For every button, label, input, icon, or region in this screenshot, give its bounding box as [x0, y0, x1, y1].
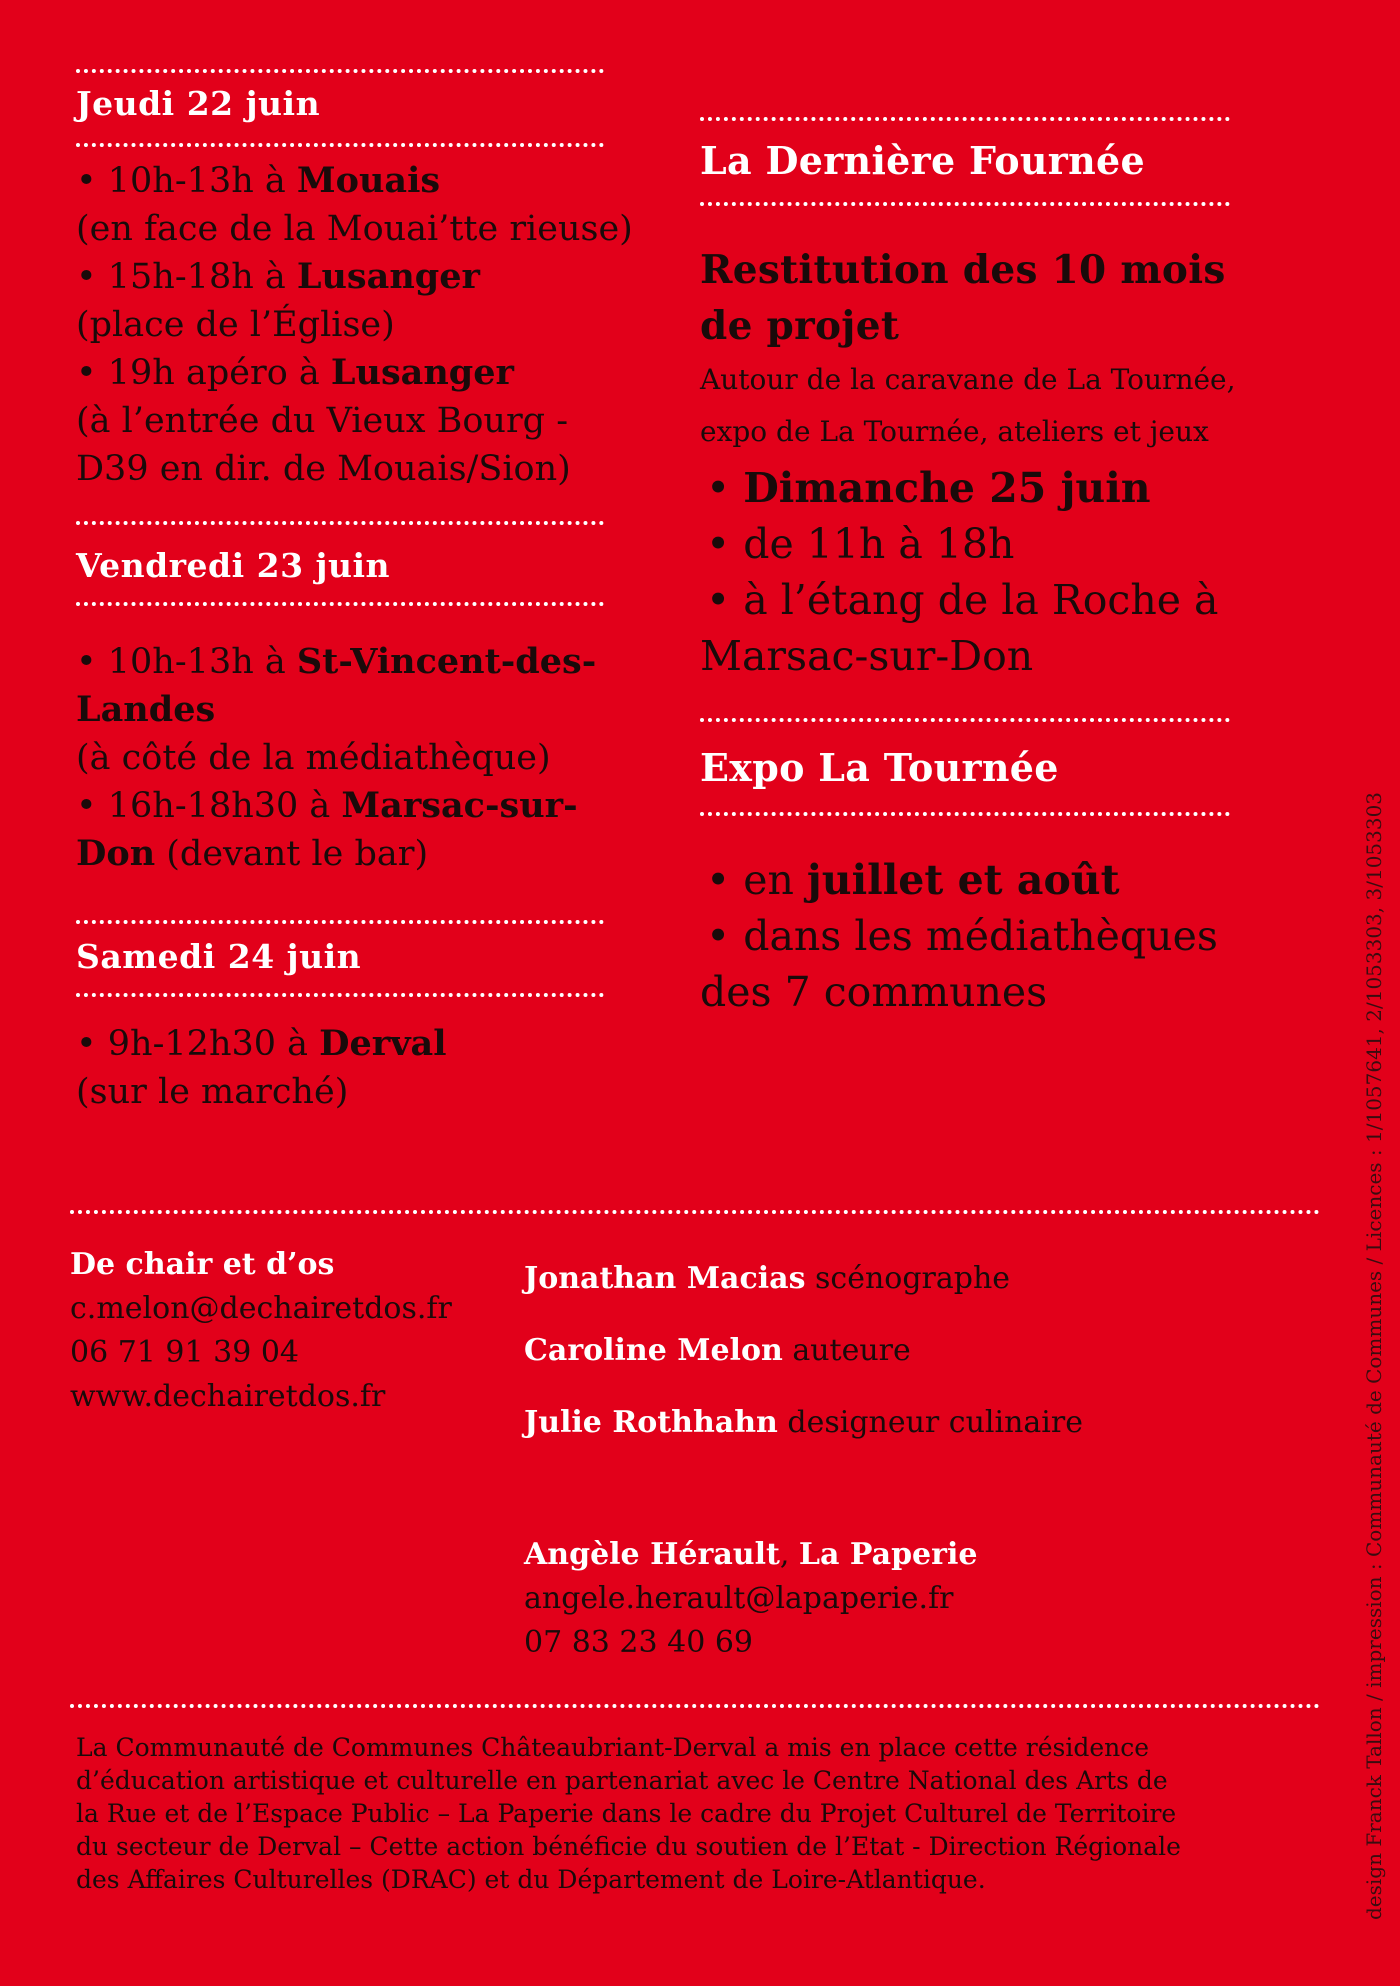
divider [70, 1210, 1320, 1214]
schedule-line: • 16h-18h30 à Marsac-sur- [76, 785, 578, 826]
schedule-line: Don (devant le bar) [76, 833, 429, 874]
expo-title: Expo La Tournée [700, 745, 1059, 790]
footer-line: d’éducation artistique et culturelle en partenariat avec le Centre National des Arts de [76, 1766, 1168, 1795]
schedule-line: (en face de la Mouai’tte rieuse) [76, 209, 633, 249]
event-date: • Dimanche 25 juin [706, 464, 1151, 512]
schedule-line: • 10h-13h à St-Vincent-des- [76, 641, 597, 682]
schedule-line: (à côté de la médiathèque) [76, 738, 551, 778]
schedule-line: • 10h-13h à Mouais [76, 160, 441, 201]
schedule-line: D39 en dir. de Mouais/Sion) [76, 449, 571, 489]
fournee-title: La Dernière Fournée [700, 138, 1145, 183]
divider [70, 1704, 1320, 1708]
team-member: Julie Rothhahn designeur culinaire [524, 1405, 1083, 1440]
angele-email[interactable]: angele.herault@lapaperie.fr [524, 1581, 954, 1616]
restitution-description [700, 354, 1236, 458]
expo-details [706, 852, 1218, 964]
description-line: expo de La Tournée, ateliers et jeux [700, 415, 1209, 448]
divider [76, 602, 604, 606]
angele-name-line: Angèle Hérault, La Paperie [524, 1537, 978, 1572]
schedule-line: Landes [76, 689, 216, 730]
event-details [706, 460, 1219, 628]
description-line: Autour de la caravane de La Tournée, [700, 363, 1236, 396]
footer-line: la Rue et de l’Espace Public – La Paperie dans le cadre du Projet Culturel de Territoire [76, 1799, 1177, 1828]
restitution-line: de projet [700, 303, 900, 349]
org-name: De chair et d’os [70, 1247, 335, 1282]
org-email[interactable]: c.melon@dechairetdos.fr [70, 1291, 452, 1326]
org-contact [70, 1243, 452, 1419]
expo-location-2: des 7 communes [700, 968, 1048, 1016]
schedule-line: (place de l’Église) [76, 305, 395, 345]
event-hours: • de 11h à 18h [706, 520, 1015, 568]
expo-period: • en juillet et août [706, 856, 1120, 904]
divider [76, 143, 604, 147]
divider [700, 202, 1230, 206]
angele-contact [524, 1533, 977, 1665]
restitution-line: Restitution des 10 mois [700, 247, 1226, 293]
team-list [524, 1243, 1083, 1459]
angele-phone: 07 83 23 40 69 [524, 1625, 754, 1660]
divider [76, 69, 604, 73]
divider [76, 993, 604, 997]
divider [76, 521, 604, 525]
divider [76, 920, 604, 924]
schedule-line: • 15h-18h à Lusanger [76, 256, 480, 297]
schedule-line: (à l’entrée du Vieux Bourg - [76, 401, 569, 441]
expo-location: • dans les médiathèques [706, 912, 1218, 960]
org-phone: 06 71 91 39 04 [70, 1335, 300, 1370]
schedule-line: (sur le marché) [76, 1072, 349, 1112]
footer-line: La Communauté de Communes Châteaubriant-Derval a mis en place cette résidence [76, 1733, 1150, 1762]
event-place-town: Marsac-sur-Don [700, 632, 1034, 680]
divider [700, 718, 1230, 722]
event-place: • à l’étang de la Roche à [706, 576, 1219, 624]
day-title-friday: Vendredi 23 juin [76, 546, 390, 585]
footer-line: des Affaires Culturelles (DRAC) et du Département de Loire-Atlantique. [76, 1865, 986, 1894]
credits-vertical: design Franck Tallon / impression : Communauté de Communes / Licences : 1/1057641, 2/1053303, 3/1053303 [1362, 791, 1386, 1920]
team-member: Caroline Melon auteure [524, 1333, 911, 1368]
restitution-title [700, 242, 1226, 354]
footer-line: du secteur de Derval – Cette action bénéficie du soutien de l’Etat - Direction Régionale [76, 1832, 1181, 1861]
schedule-line: • 9h-12h30 à Derval [76, 1023, 447, 1064]
schedule-saturday [76, 1020, 447, 1116]
footer-text [76, 1731, 1336, 1896]
schedule-thursday [76, 157, 633, 493]
team-member: Jonathan Macias scénographe [524, 1261, 1011, 1296]
org-website[interactable]: www.dechairetdos.fr [70, 1379, 386, 1414]
schedule-friday [76, 638, 596, 878]
divider [700, 117, 1230, 121]
schedule-line: • 19h apéro à Lusanger [76, 352, 514, 393]
divider [700, 812, 1230, 816]
day-title-thursday: Jeudi 22 juin [76, 84, 321, 123]
day-title-saturday: Samedi 24 juin [76, 937, 362, 976]
